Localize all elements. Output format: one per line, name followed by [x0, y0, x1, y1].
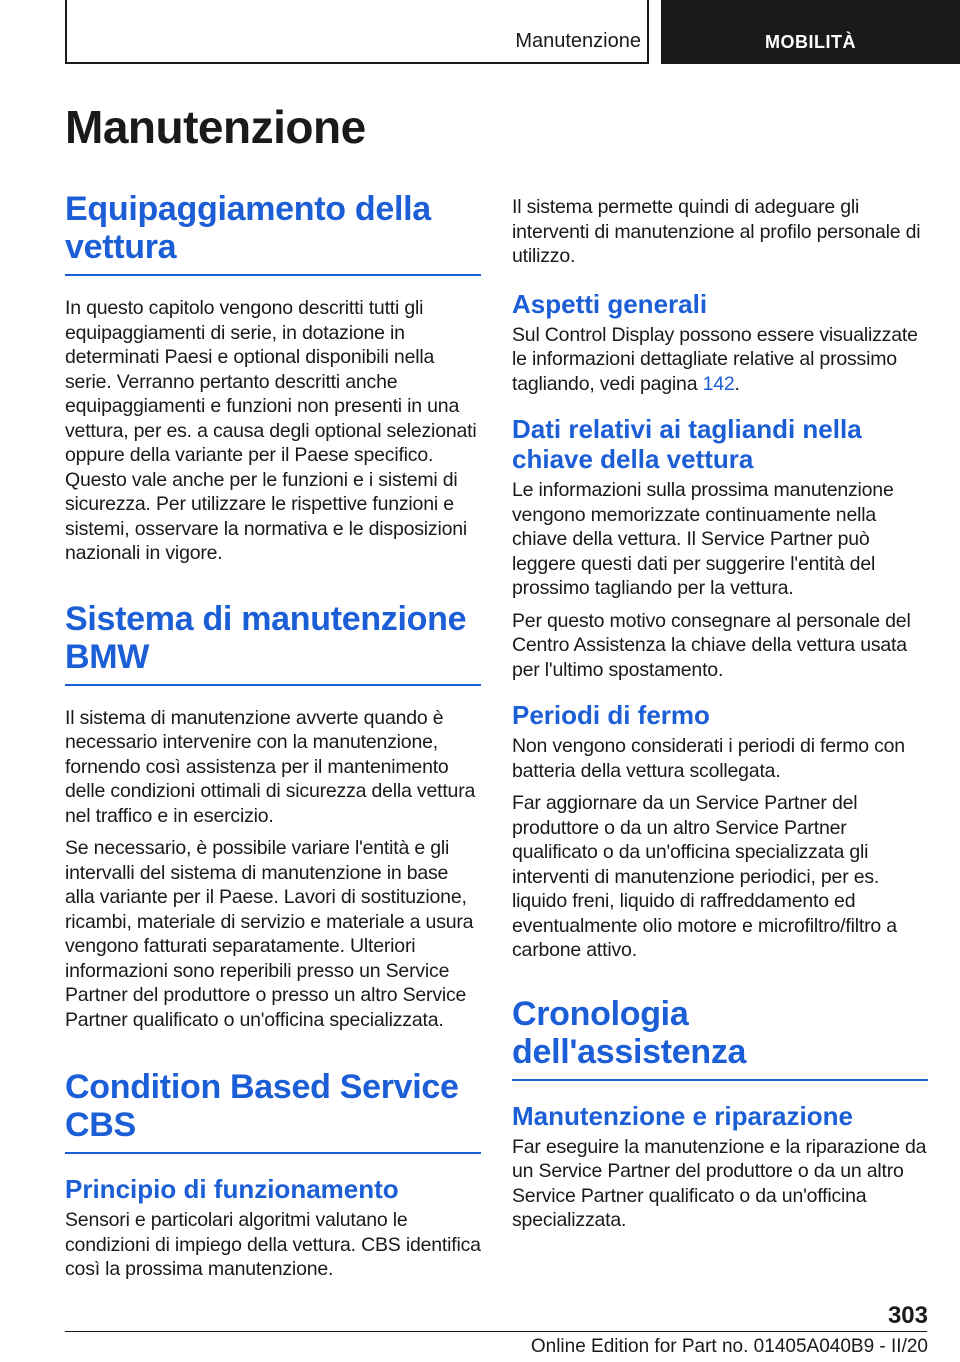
paragraph [512, 323, 928, 397]
paragraph: Se necessario, è possibile variare l'entità e gli intervalli del sistema di manutenzione in base alla variante per il Paese. Lavori di sostituzione, ricambi, materiale di servizio e materiale a usura vengono fatturati separatamente. Ulteriori informazioni sono reperibili presso un Service Partner del produttore o presso un altro Service Partner qualificato o un'officina specializzata. [65, 837, 474, 1031]
paragraph: Il sistema di manutenzione avverte quando è necessario intervenire con la manutenzione, fornendo così assistenza per il mantenimento delle condizioni ottimali di sicurezza della vettura nel traffico e in esercizio. [65, 706, 476, 827]
header-section-title: Manutenzione [515, 30, 641, 52]
paragraph-text: Sul Control Display possono essere visualizzate le informazioni dettagliate relative al prossimo tagliando, vedi pagina [512, 323, 918, 395]
paragraph-text: . [734, 372, 740, 395]
page-reference-link[interactable]: 142 [702, 372, 735, 395]
right-column [512, 195, 928, 1241]
subsection-title-principle: Principio di funzionamento [65, 1174, 399, 1204]
footer-edition: Online Edition for Part no. 01405A040B9 - II/20 [530, 1336, 928, 1357]
page-number: 303 [887, 1302, 928, 1329]
paragraph: In questo capitolo vengono descritti tutti gli equipaggiamenti di serie, in dotazione in determinati Paesi e optional disponibili nella serie. Verranno pertanto descritti anche equipaggiamenti e funzioni non presenti in una vettura, per es. a causa degli optional selezionati oppure della variante per il Paese specifico. Questo vale anche per le funzioni e i sistemi di sicurezza. Per utilizzare le rispettive funzioni e sistemi, osservare la normativa e le disposizioni nazionali in vigore. [65, 297, 477, 564]
paragraph: Non vengono considerati i periodi di fermo con batteria della vettura scollegata. [512, 735, 905, 782]
section-title-bmw-maintenance: Sistema di manutenzione BMW [65, 600, 481, 686]
paragraph: Far eseguire la manutenzione e la riparazione da un Service Partner del produttore o da un altro Service Partner qualificato o da un'officina specializzata. [512, 1135, 927, 1231]
section-title-cbs: Condition Based Service CBS [65, 1068, 481, 1154]
header-chapter-tab: MOBILITÀ [661, 0, 960, 64]
paragraph: Le informazioni sulla prossima manutenzione vengono memorizzate continuamente nella chiave della vettura. Il Service Partner può leggere questi dati per suggerire l'entità del prossimo tagliando per la vettura. [512, 479, 894, 599]
paragraph: Il sistema permette quindi di adeguare gli interventi di manutenzione al profilo personale di utilizzo. [512, 196, 921, 267]
subsection-title-key-data: Dati relativi ai tagliandi nella chiave della vettura [512, 414, 862, 474]
subsection-title-repair: Manutenzione e riparazione [512, 1100, 853, 1131]
subsection-title-general: Aspetti generali [512, 288, 708, 319]
footer-divider [65, 1331, 927, 1332]
page-title: Manutenzione [65, 101, 366, 153]
paragraph: Per questo motivo consegnare al personale del Centro Assistenza la chiave della vettura usata per l'ultimo spostamento. [512, 609, 911, 681]
section-title-equipment: Equipaggiamento della vettura [65, 190, 481, 276]
subsection-title-idle-periods: Periodi di fermo [512, 700, 710, 730]
paragraph: Sensori e particolari algoritmi valutano le condizioni di impiego della vettura. CBS identifica così la prossima manutenzione. [65, 1209, 481, 1280]
left-column [65, 190, 481, 1290]
section-title-service-history: Cronologia dell'assistenza [512, 995, 928, 1081]
paragraph: Far aggiornare da un Service Partner del produttore o da un altro Service Partner qualificato o da un'officina specializzata gli interventi di manutenzione periodici, per es. liquido freni, liquido di raffreddamento ed eventualmente olio motore e microfiltro/filtro a carbone attivo. [512, 792, 897, 961]
